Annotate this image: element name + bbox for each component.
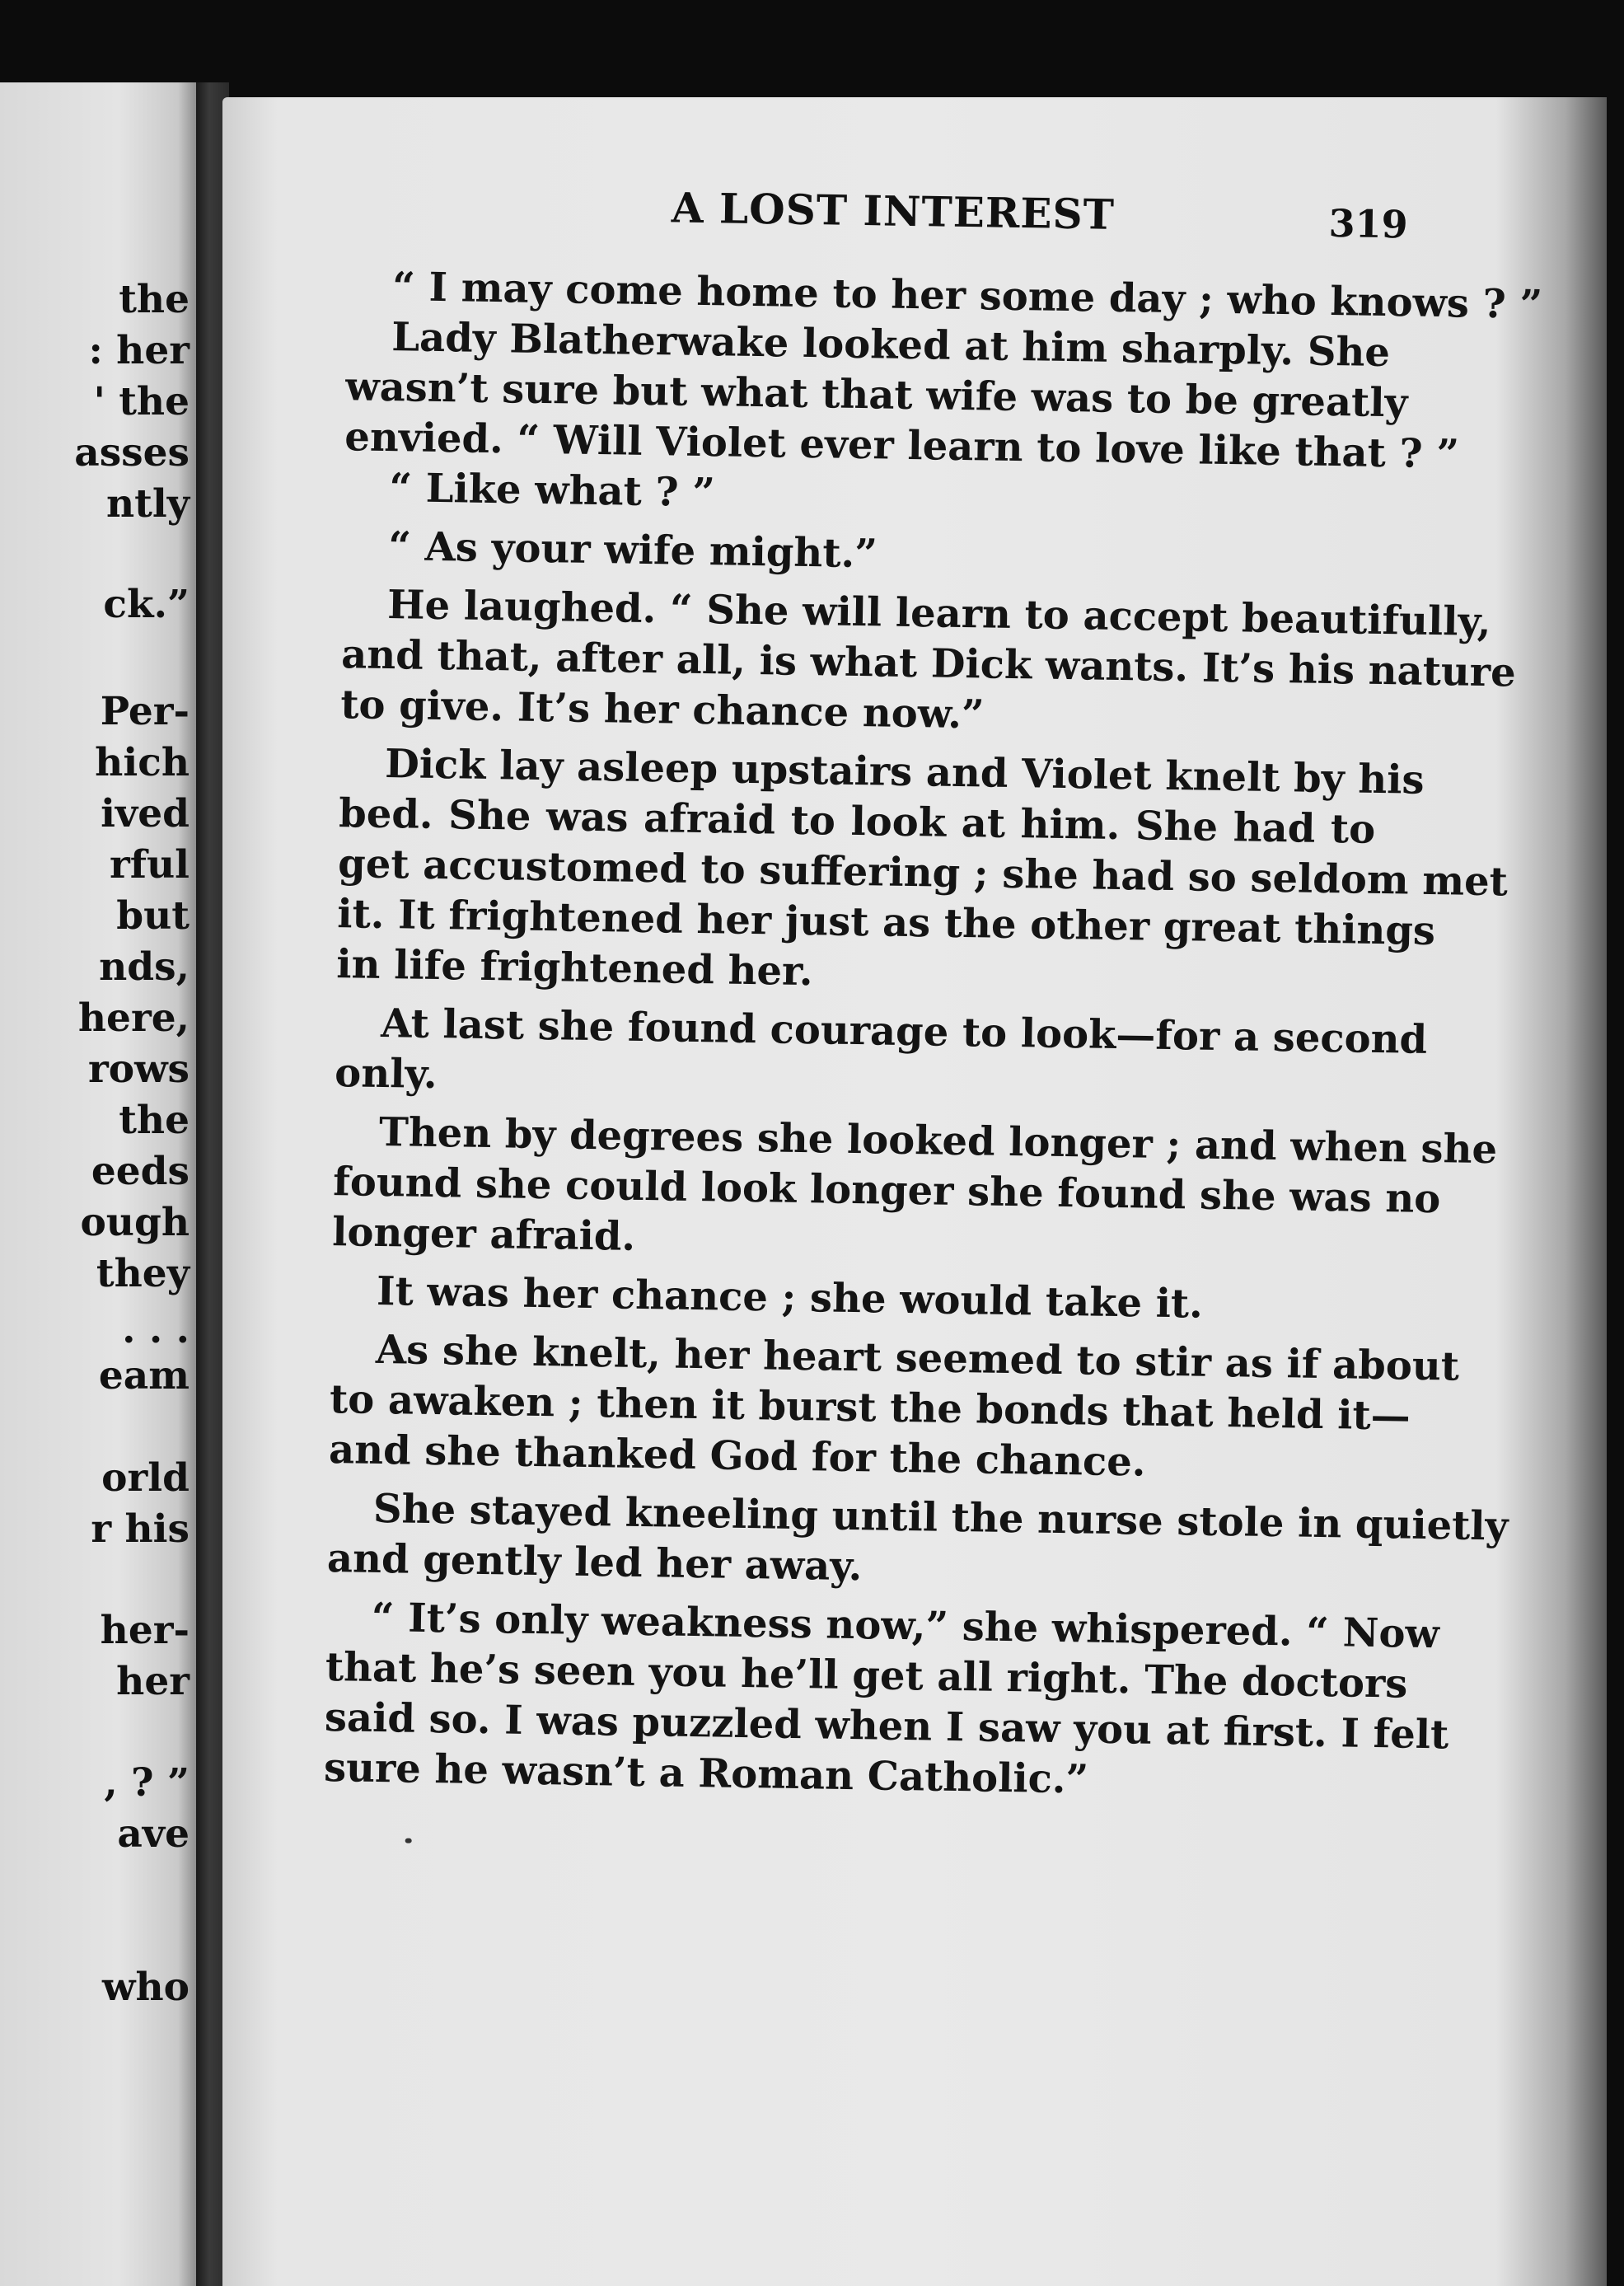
print-speck	[405, 1839, 412, 1843]
page-number: 319	[1328, 200, 1409, 247]
body-line: said so. I was puzzled when I saw you at first. I felt	[324, 1694, 1449, 1759]
previous-page-fragment: hich	[95, 740, 190, 785]
previous-page-fragment: . . .	[122, 1307, 190, 1352]
previous-page-fragment: Per-	[100, 689, 190, 734]
body-line: to awaken ; then it burst the bonds that held it—	[329, 1376, 1411, 1440]
body-text	[323, 261, 1543, 1810]
body-line: As she knelt, her heart seemed to stir as if about	[375, 1326, 1460, 1390]
body-line: He laughed. “ She will learn to accept beautifully,	[386, 582, 1491, 646]
previous-page-fragment: : her	[88, 328, 190, 373]
body-line: found she could look longer she found she was no	[332, 1159, 1441, 1223]
previous-page-fragment: the	[119, 1098, 190, 1143]
body-line: Then by degrees she looked longer ; and when she	[378, 1108, 1498, 1173]
body-line: in life frightened her.	[335, 941, 814, 995]
previous-page-fragment: asses	[74, 430, 190, 475]
body-line: wasn’t sure but what that wife was to be greatly	[344, 363, 1408, 427]
previous-page-fragment: her-	[100, 1608, 190, 1653]
body-line: “ As your wife might.”	[387, 523, 878, 578]
body-line: only.	[334, 1050, 438, 1098]
body-line: “ Like what ? ”	[389, 465, 716, 517]
body-line: to give. It’s her chance now.”	[339, 682, 985, 738]
body-line: “ I may come home to her some day ; who knows ? ”	[391, 264, 1543, 329]
body-line: bed. She was afraid to look at him. She had to	[338, 790, 1376, 853]
previous-page-fragment: r his	[91, 1506, 190, 1552]
previous-page-fragment: they	[96, 1251, 190, 1296]
previous-page-fragment: rful	[109, 842, 190, 888]
previous-page-fragment: here,	[77, 995, 190, 1041]
previous-page-fragment: , ? ”	[104, 1760, 190, 1806]
body-line: It was her chance ; she would take it.	[376, 1267, 1204, 1328]
previous-page-fragment: the	[119, 277, 190, 322]
previous-page-fragment: who	[102, 1965, 190, 2010]
body-line: and she thanked God for the chance.	[328, 1426, 1146, 1486]
previous-page-fragment: eam	[98, 1353, 190, 1398]
previous-page-fragment: but	[116, 893, 190, 939]
previous-page-fragment: ntly	[105, 481, 190, 527]
body-line: envied. “ Will Violet ever learn to love like that ? ”	[344, 414, 1460, 478]
previous-page-fragment: ived	[101, 791, 190, 836]
body-line: longer afraid.	[331, 1209, 636, 1260]
previous-page-fragment: rows	[87, 1047, 190, 1092]
body-line: She stayed kneeling until the nurse stole in quietly	[372, 1485, 1509, 1550]
body-line: Dick lay asleep upstairs and Violet knelt by his	[384, 741, 1425, 803]
running-head: A LOST INTEREST	[671, 183, 1116, 239]
previous-page-fragment: ough	[80, 1200, 190, 1245]
body-line: that he’s seen you he’ll get all right. The doctors	[325, 1644, 1408, 1707]
body-line: it. It frightened her just as the other great things	[336, 891, 1436, 955]
previous-page-fragment: ' the	[93, 379, 190, 424]
body-line: Lady Blatherwake looked at him sharply. She	[391, 314, 1391, 377]
body-line: get accustomed to suffering ; she had so seldom met	[337, 841, 1509, 906]
previous-page-fragment: orld	[101, 1455, 190, 1501]
body-line: sure he wasn’t a Roman Catholic.”	[323, 1745, 1089, 1803]
previous-page-fragment: ave	[117, 1811, 190, 1857]
body-line: At last she found courage to look—for a second	[380, 1000, 1428, 1063]
previous-page-fragment: nds,	[99, 944, 190, 990]
previous-page-fragment: her	[116, 1659, 190, 1704]
previous-page-fragment: ck.”	[103, 582, 190, 627]
body-line: “ It’s only weakness now,” she whispered. “ Now	[371, 1594, 1440, 1658]
body-line: and gently led her away.	[326, 1535, 863, 1590]
previous-page-fragment: eeds	[91, 1149, 190, 1194]
body-line: and that, after all, is what Dick wants. It’s his nature	[340, 631, 1517, 696]
